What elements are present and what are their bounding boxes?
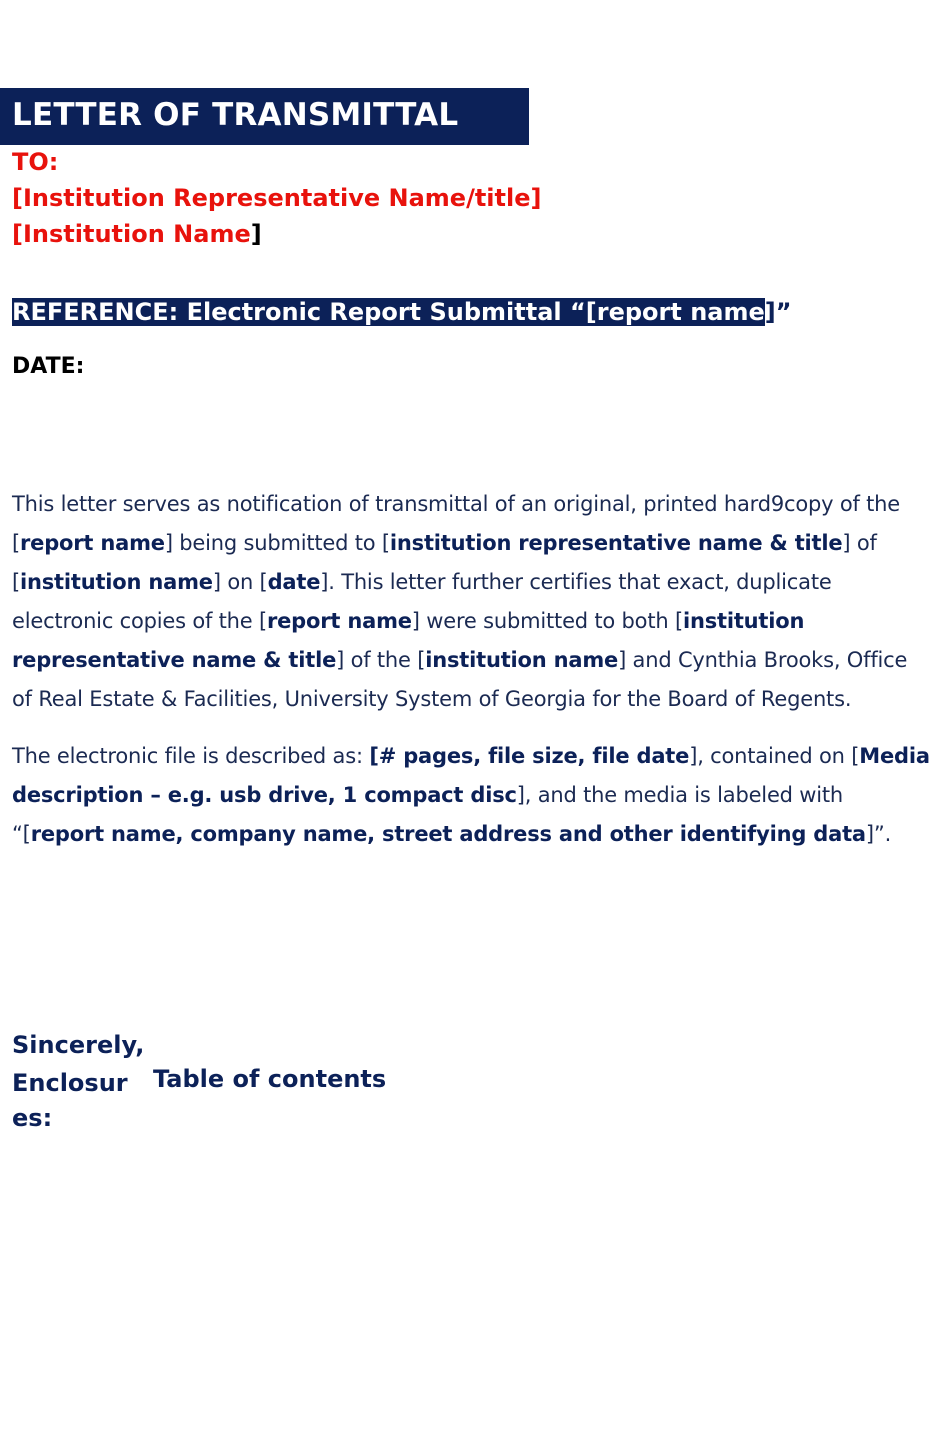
body-paragraph-2 <box>12 737 930 854</box>
paragraph-text: ] were submitted to both [ <box>411 609 683 633</box>
paragraph-text: ], and the media is labeled with “[ <box>12 783 844 846</box>
paragraph-text: ] being submitted to [ <box>164 531 390 555</box>
title-banner <box>0 88 529 145</box>
representative-name-placeholder: [Institution Representative Name/title] <box>12 184 542 212</box>
placeholder-field: report name <box>266 609 412 633</box>
placeholder-field: institution representative name & title <box>12 609 805 672</box>
placeholder-field: institution name <box>20 570 213 594</box>
paragraph-text: ] of [ <box>12 531 877 594</box>
paragraph-text: ]. This letter further certifies that exact, duplicate electronic copies of the [ <box>12 570 832 633</box>
placeholder-field: institution representative name & title <box>389 531 843 555</box>
paragraph-text: ], contained on [ <box>689 744 860 768</box>
reference-tail: ]” <box>764 298 792 326</box>
paragraph-text: ]”. <box>865 822 892 846</box>
placeholder-field: date <box>267 570 321 594</box>
paragraph-text: The electronic file is described as: <box>12 744 370 768</box>
paragraph-text: ] on [ <box>212 570 268 594</box>
institution-name-placeholder <box>12 220 262 248</box>
paragraph-text: This letter serves as notification of transmittal of an original, printed hard9copy of the [ <box>12 492 901 555</box>
institution-name-text: [Institution Name <box>12 220 251 248</box>
paragraph-text: ] and Cynthia Brooks, Office of Real Estate & Facilities, University System of Georgia for the Board of Regents. <box>12 648 908 711</box>
institution-name-close-bracket: ] <box>250 220 262 248</box>
placeholder-field: institution name <box>425 648 619 672</box>
reference-line <box>12 296 792 328</box>
placeholder-field: [# pages, file size, file date <box>369 744 690 768</box>
reference-highlighted-text: REFERENCE: Electronic Report Submittal “[report name <box>12 298 765 326</box>
page-title: LETTER OF TRANSMITTAL <box>12 97 459 133</box>
paragraph-text: ] of the [ <box>336 648 426 672</box>
date-label: DATE: <box>12 354 85 379</box>
to-label: TO: <box>12 148 59 176</box>
placeholder-field: report name, company name, street address and other identifying data <box>30 822 866 846</box>
enclosures-label-line-2: es: <box>12 1104 53 1132</box>
enclosure-item: Table of contents <box>153 1065 387 1093</box>
placeholder-field: report name <box>20 531 165 555</box>
body-paragraph-1 <box>12 485 930 719</box>
placeholder-field: Media description – e.g. usb drive, 1 compact disc <box>12 744 930 807</box>
enclosures-label-line-1: Enclosur <box>12 1069 128 1097</box>
closing-sincerely: Sincerely, <box>12 1031 145 1059</box>
